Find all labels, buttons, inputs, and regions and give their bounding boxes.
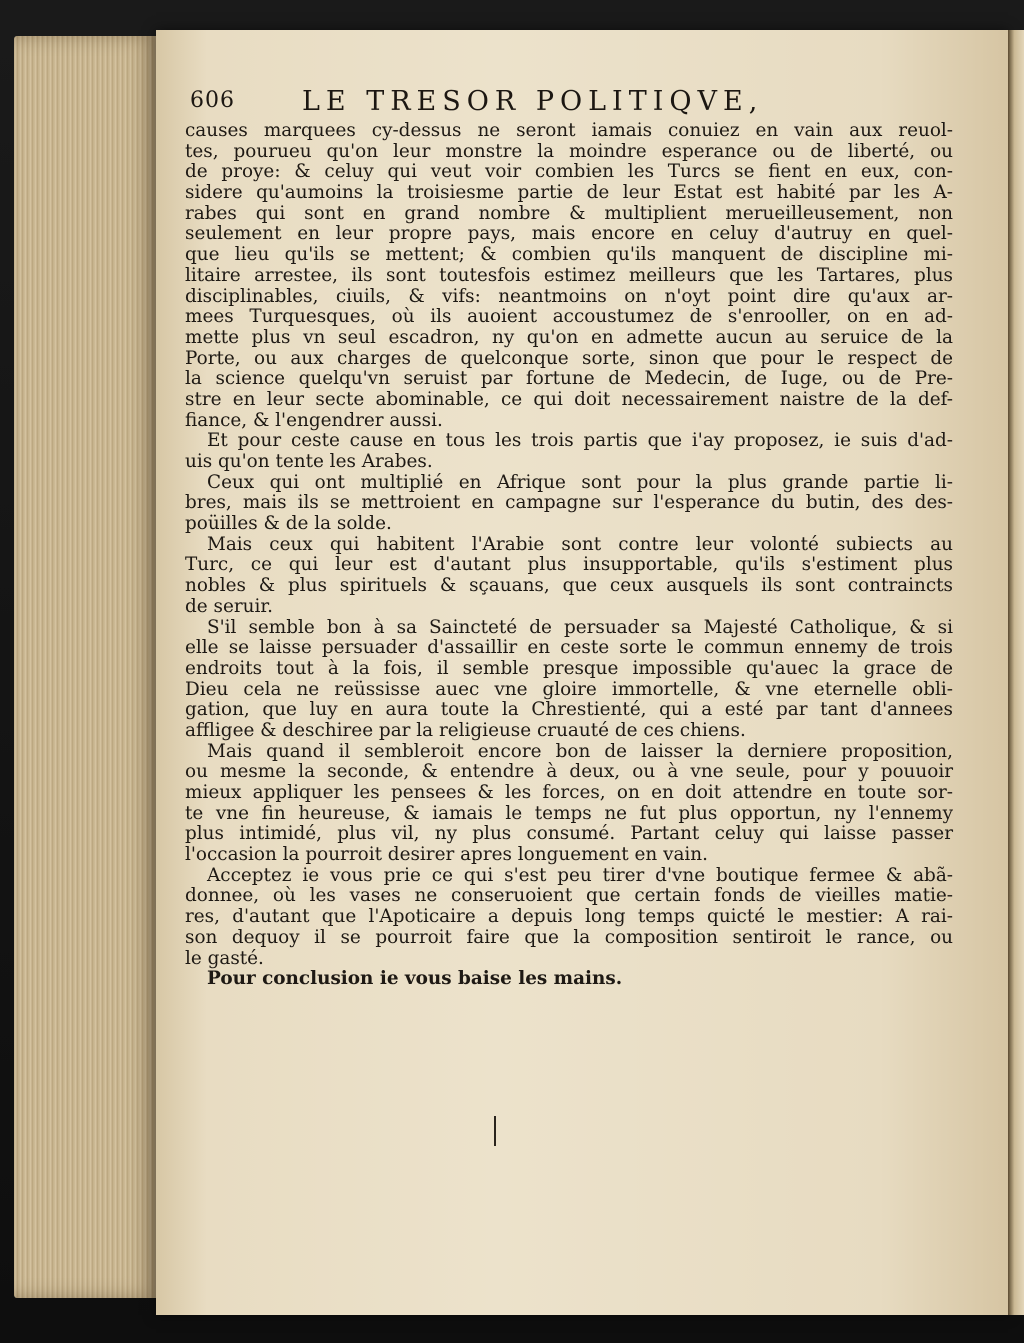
- text-line: fiance, & l'engendrer aussi.: [185, 409, 443, 431]
- text-line: Porte, ou aux charges de quelconque sorte, sinon que pour le respect de: [185, 347, 953, 369]
- text-line: Et pour ceste cause en tous les trois partis que i'ay proposez, ie suis d'ad-: [207, 430, 953, 452]
- text-line: Dieu cela ne reüssisse auec vne gloire immortelle, & vne eternelle obli-: [185, 678, 953, 700]
- text-line: de proye: & celuy qui veut voir combien les Turcs se fient en eux, con-: [185, 161, 953, 183]
- text-line: elle se laisse persuader d'assaillir en ceste sorte le commun ennemy de trois: [185, 637, 953, 659]
- text-line: la science quelqu'vn seruist par fortune de Medecin, de Iuge, ou de Pre-: [185, 368, 953, 390]
- paragraph: [185, 473, 955, 535]
- text-line: Ceux qui ont multiplié en Afrique sont pour la plus grande partie li-: [207, 471, 953, 493]
- text-line: S'il semble bon à sa Saincteté de persuader sa Majesté Catholique, & si: [207, 616, 953, 638]
- text-line: le gasté.: [185, 947, 264, 969]
- text-line: tes, pourueu qu'on leur monstre la moindre esperance ou de liberté, ou: [185, 140, 953, 162]
- running-title: LE TRESOR POLITIQVE,: [302, 86, 764, 117]
- text-line: Mais ceux qui habitent l'Arabie sont contre leur volonté subiects au: [207, 533, 953, 555]
- text-line: te vne fin heureuse, & iamais le temps ne fut plus opportun, ny l'ennemy: [185, 802, 953, 824]
- text-line: uis qu'on tente les Arabes.: [185, 451, 433, 472]
- body-text: [185, 121, 955, 990]
- text-line: causes marquees cy-dessus ne seront iamais conuiez en vain aux reuol-: [185, 120, 953, 141]
- paragraph: [185, 742, 955, 866]
- text-line: Turc, ce qui leur est d'autant plus insupportable, qu'ils s'estiment plus: [185, 554, 953, 576]
- book-page-edges: [14, 36, 156, 1298]
- text-line: poüilles & de la solde.: [185, 513, 392, 535]
- text-line: gation, que luy en aura toute la Chrestienté, qui a esté par tant d'annees: [185, 699, 953, 721]
- paragraph: [185, 618, 955, 742]
- ink-mark: [494, 1116, 496, 1146]
- text-line: res, d'autant que l'Apoticaire a depuis long temps quicté le mestier: A rai-: [185, 906, 953, 928]
- page-number: 606: [190, 88, 235, 113]
- text-line: Acceptez ie vous prie ce qui s'est peu tirer d'vne boutique fermee & abã-: [207, 864, 953, 886]
- text-line: Mais quand il sembleroit encore bon de laisser la derniere proposition,: [207, 740, 953, 762]
- text-line: affligee & deschiree par la religieuse cruauté de ces chiens.: [185, 719, 746, 741]
- closing-line: Pour conclusion ie vous baise les mains.: [207, 968, 623, 990]
- text-line: plus intimidé, plus vil, ny plus consumé. Partant celuy qui laisse passer: [185, 823, 953, 845]
- text-line: disciplinables, ciuils, & vifs: neantmoins on n'oyt point dire qu'aux ar-: [185, 285, 953, 307]
- text-line: l'occasion la pourroit desirer apres longuement en vain.: [185, 844, 708, 866]
- text-line: mees Turquesques, où ils auoient accoustumez de s'enrooller, on en ad-: [185, 306, 953, 328]
- text-line: de seruir.: [185, 595, 273, 617]
- text-line: seulement en leur propre pays, mais encore en celuy d'autruy en quel-: [185, 223, 953, 245]
- text-line: donnee, où les vases ne conseruoient que certain fonds de vieilles matie-: [185, 885, 953, 907]
- text-line: litaire arrestee, ils sont toutesfois estimez meilleurs que les Tartares, plus: [185, 264, 953, 286]
- text-line: mieux appliquer les pensees & les forces, on en doit attendre en toute sor-: [185, 782, 953, 803]
- text-line: endroits tout à la fois, il semble presque impossible qu'auec la grace de: [185, 657, 953, 679]
- text-line: nobles & plus spirituels & sçauans, que ceux ausquels ils sont contraincts: [185, 575, 953, 597]
- paragraph: [185, 121, 955, 431]
- text-line: rabes qui sont en grand nombre & multiplient merueilleusement, non: [185, 202, 953, 224]
- text-line: bres, mais ils se mettroient en campagne sur l'esperance du butin, des des-: [185, 492, 953, 514]
- text-line: sidere qu'aumoins la troisiesme partie de leur Estat est habité par les A-: [185, 182, 953, 204]
- text-line: que lieu qu'ils se mettent; & combien qu'ils manquent de discipline mi-: [185, 244, 953, 266]
- paragraph: [185, 866, 955, 969]
- text-line: ou mesme la seconde, & entendre à deux, ou à vne seule, pour y pouuoir: [185, 761, 953, 783]
- facing-page-edge: [1008, 30, 1024, 1315]
- text-line: son dequoy il se pourroit faire que la composition sentiroit le rance, ou: [185, 926, 953, 948]
- text-line: mette plus vn seul escadron, ny qu'on en admette aucun au seruice de la: [185, 326, 953, 348]
- running-head: [190, 88, 850, 122]
- paragraph: [185, 535, 955, 618]
- paragraph: [185, 431, 955, 472]
- text-line: stre en leur secte abominable, ce qui doit necessairement naistre de la def-: [185, 388, 953, 410]
